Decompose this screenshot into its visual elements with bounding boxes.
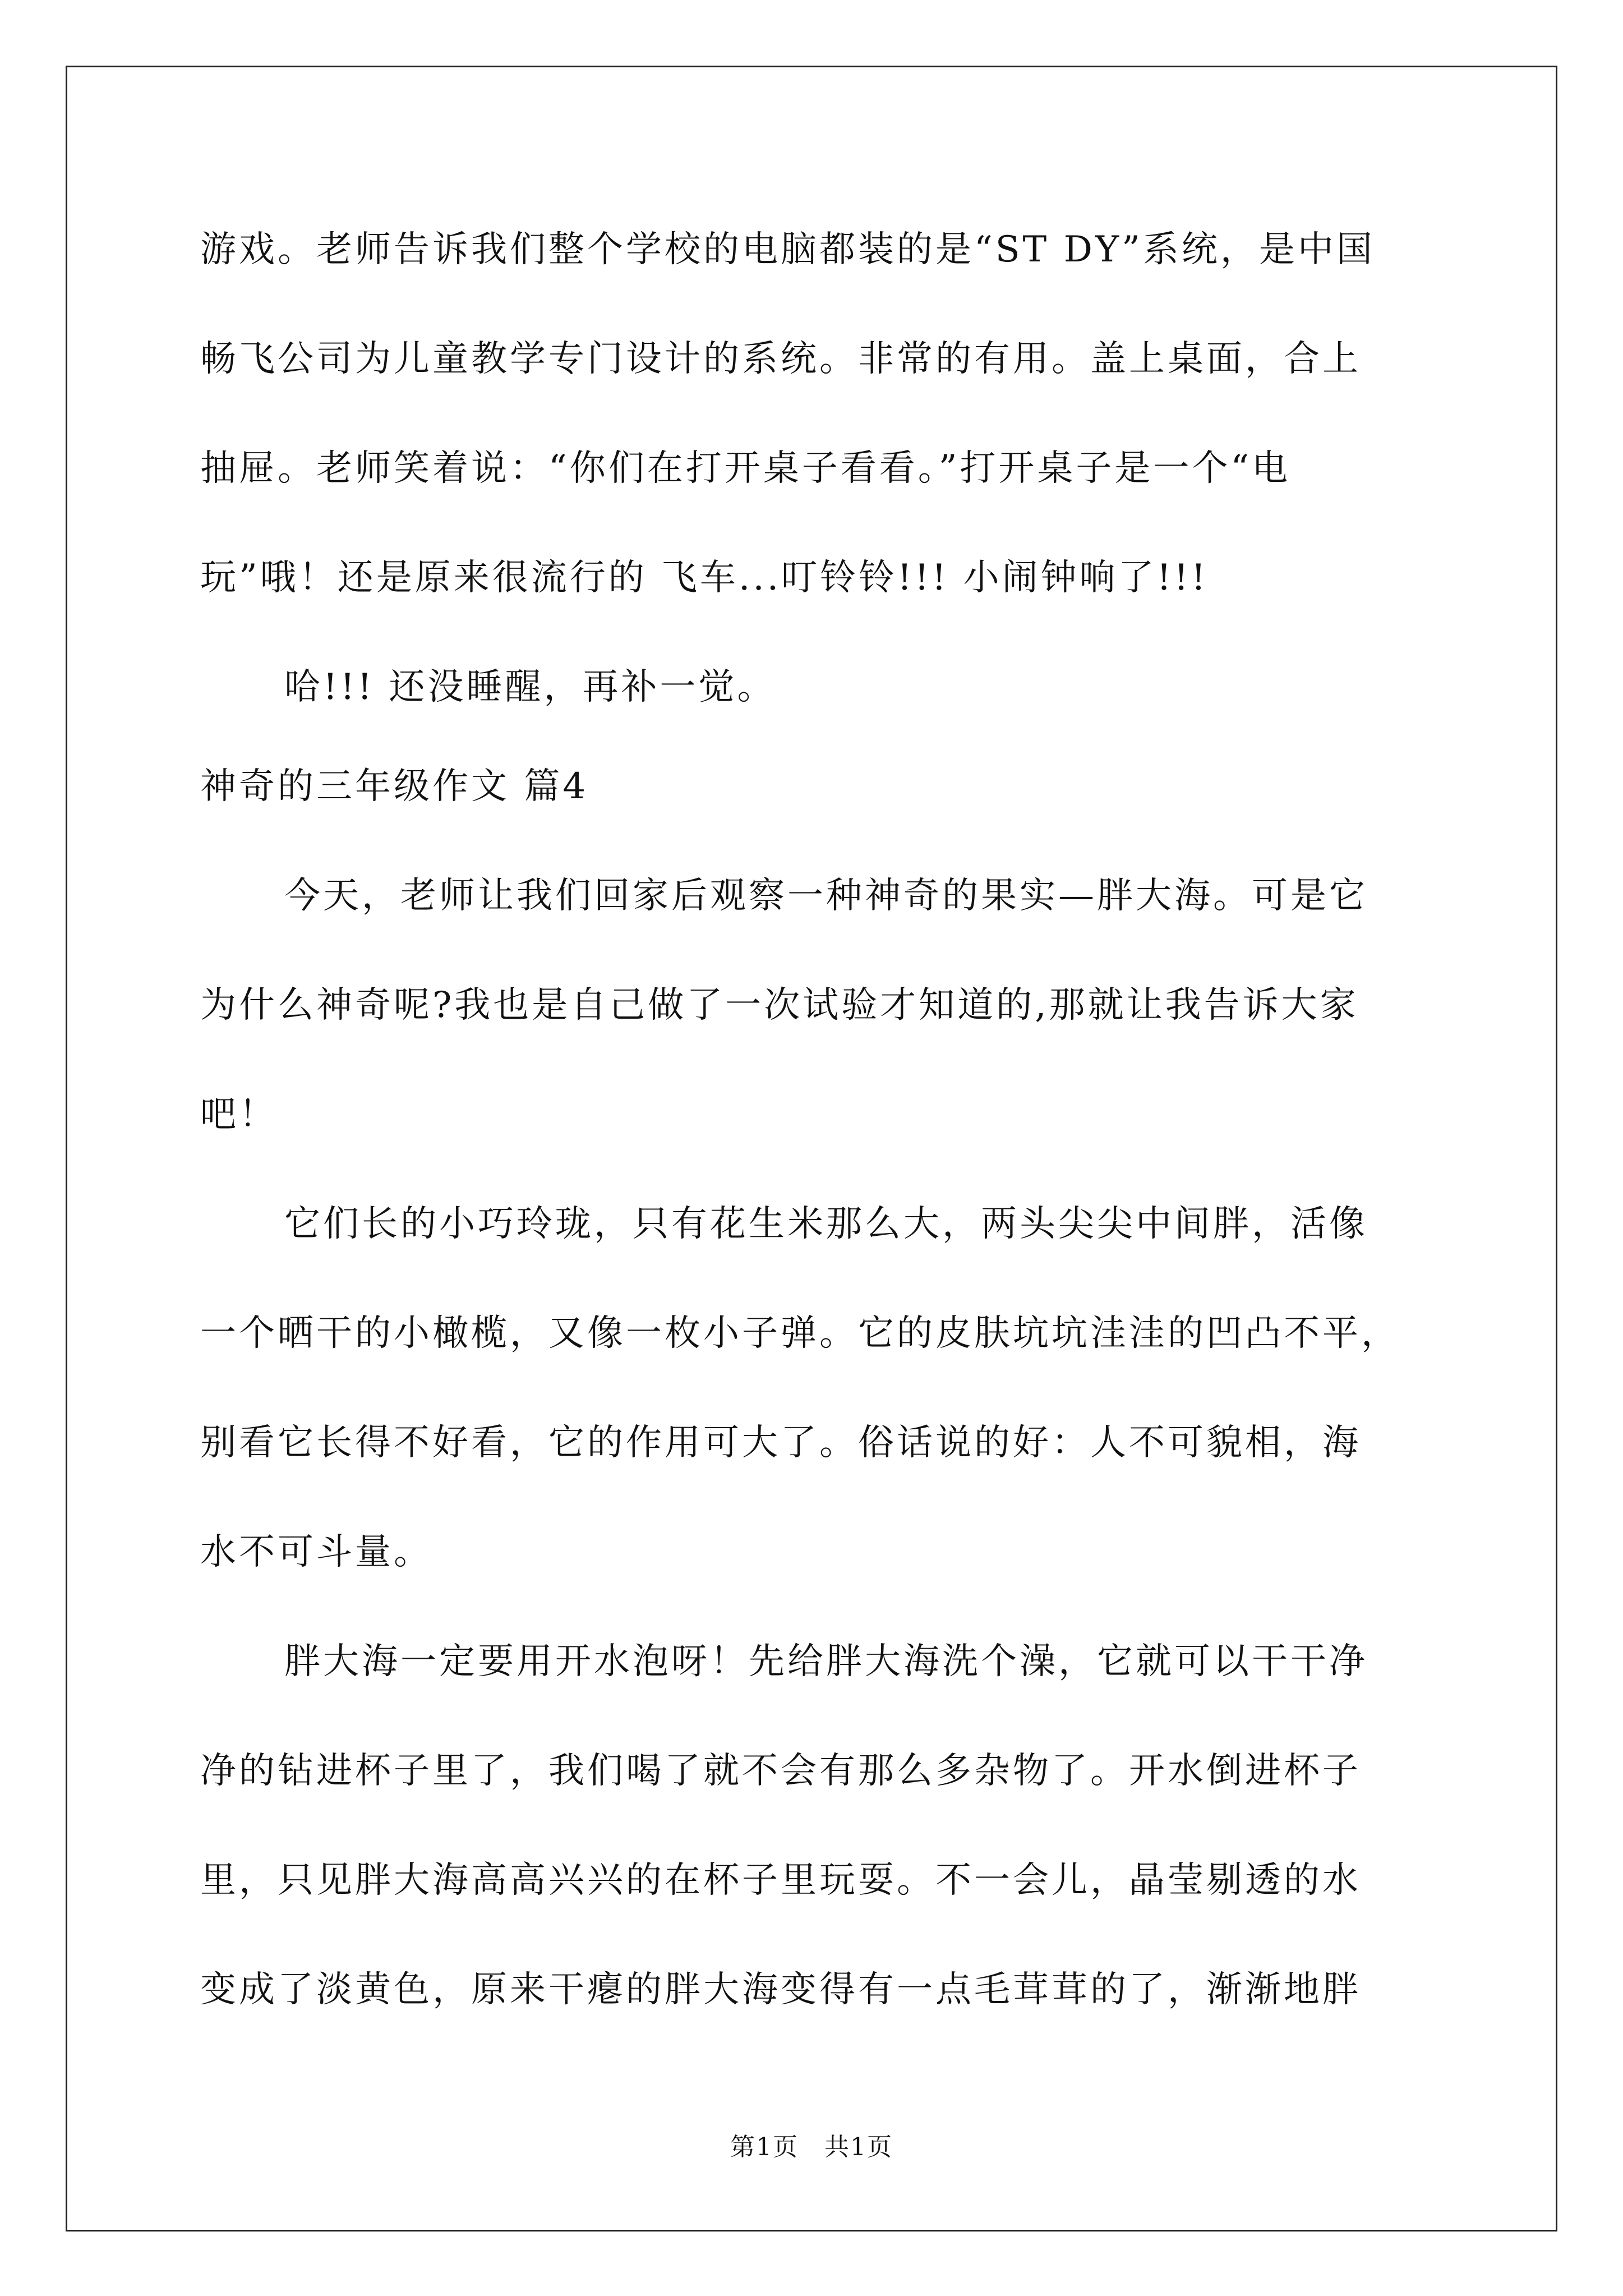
text-line: 它们长的小巧玲珑，只有花生米那么大，两头尖尖中间胖，活像 xyxy=(284,1203,1368,1245)
text-line: 哈!!! 还没睡醒，再补一觉。 xyxy=(284,666,776,708)
text-line: 吧！ xyxy=(200,1094,278,1135)
text-line: 变成了淡黄色，原来干瘪的胖大海变得有一点毛茸茸的了，渐渐地胖 xyxy=(200,1969,1361,2010)
text-line: 一个晒干的小橄榄，又像一枚小子弹。它的皮肤坑坑洼洼的凹凸不平， xyxy=(200,1313,1400,1354)
text-line: 净的钻进杯子里了，我们喝了就不会有那么多杂物了。开水倒进杯子 xyxy=(200,1750,1361,1792)
text-line: 胖大海一定要用开水泡呀！先给胖大海洗个澡，它就可以干干净 xyxy=(284,1641,1368,1682)
text-line: 为什么神奇呢?我也是自己做了一次试验才知道的,那就让我告诉大家 xyxy=(200,984,1359,1026)
text-line: 玩”哦！还是原来很流行的 飞车...叮铃铃!!! 小闹钟响了!!! xyxy=(200,557,1209,599)
text-line: 抽屉。老师笑着说：“你们在打开桌子看看。”打开桌子是一个“电 xyxy=(200,448,1291,489)
page-border xyxy=(66,66,1557,2231)
page-number: 第1页 共1页 xyxy=(730,2133,893,2161)
text-line: 今天，老师让我们回家后观察一种神奇的果实—胖大海。可是它 xyxy=(284,875,1368,917)
section-heading: 神奇的三年级作文 篇4 xyxy=(200,766,589,807)
text-line: 里，只见胖大海高高兴兴的在杯子里玩耍。不一会儿，晶莹剔透的水 xyxy=(200,1860,1361,1901)
text-line: 别看它长得不好看，它的作用可大了。俗话说的好：人不可貌相，海 xyxy=(200,1422,1361,1464)
text-line: 畅飞公司为儿童教学专门设计的系统。非常的有用。盖上桌面，合上 xyxy=(200,338,1361,380)
text-line: 游戏。老师告诉我们整个学校的电脑都装的是“ST DY”系统，是中国 xyxy=(200,229,1375,270)
text-line: 水不可斗量。 xyxy=(200,1531,432,1573)
